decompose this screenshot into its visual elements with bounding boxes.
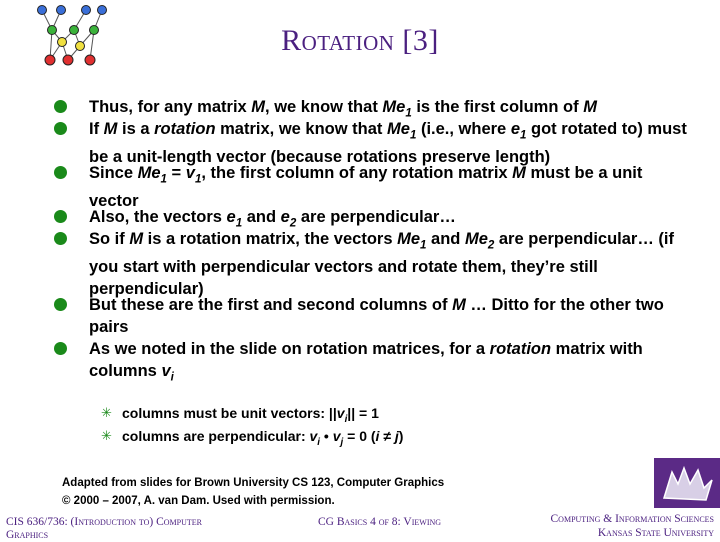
- bullet-dot: [54, 232, 67, 245]
- asterisk-icon: ✳: [101, 405, 112, 420]
- footer-lecture: CG Basics 4 of 8: Viewing: [318, 516, 442, 528]
- slide-title: Rotation [3]: [281, 24, 439, 57]
- asterisk-icon: ✳: [101, 428, 112, 443]
- bullet-dot: [54, 210, 67, 223]
- footer: [0, 510, 720, 540]
- subbullet-text: columns must be unit vectors: $||v_i|| = 1$: [122, 405, 379, 425]
- bullet-dot: [54, 298, 67, 311]
- bullet-text: But these are the first and second columns of M … Ditto for the other two pairs: [89, 296, 664, 336]
- ksu-wildcat-logo: [654, 458, 720, 508]
- subbullet-text: columns are perpendicular: $v_i$ • $v_j = 0$ (i ≠ j): [122, 428, 404, 448]
- bullet-text: So if M is a rotation matrix, the vectors $Me_1$ and $Me_2$ are perpendicular… (if you start with perpendicular vectors and rotate them, they’re still perpendicular): [89, 230, 675, 299]
- footer-course-line-2: Graphics: [6, 529, 49, 541]
- bullet-text: Since $Me_1 = v_1$, the first column of any rotation matrix M must be a unit vector: [89, 164, 643, 211]
- bullet-text: Also, the vectors $e_1$ and $e_2$ are perpendicular…: [89, 208, 456, 230]
- bullet-dot: [54, 166, 67, 179]
- bullet-text: Thus, for any matrix M, we know that $Me_1$ is the first column of M: [89, 98, 597, 120]
- bullet-dot: [54, 122, 67, 135]
- footer-department: Computing & Information Sciences: [550, 513, 714, 525]
- footer-university: Kansas State University: [597, 527, 714, 539]
- bullet-dot: [54, 342, 67, 355]
- bullet-text: If M is a rotation matrix, we know that $Me_1$ (i.e., where $e_1$ got rotated to) must be a unit-length vector (because rotations preserve length): [89, 120, 687, 167]
- bullet-text: As we noted in the slide on rotation matrices, for a rotation matrix with columns $v_i$: [89, 340, 643, 384]
- credit-line-2: © 2000 – 2007, A. van Dam. Used with permission.: [62, 495, 335, 507]
- credit-line-1: Adapted from slides for Brown University CS 123, Computer Graphics: [62, 477, 445, 489]
- bullet-dot: [54, 100, 67, 113]
- footer-course-line-1: CIS 636/736: (Introduction to) Computer: [6, 516, 202, 528]
- wildcat-icon: [654, 458, 720, 508]
- credit-block: [62, 474, 444, 510]
